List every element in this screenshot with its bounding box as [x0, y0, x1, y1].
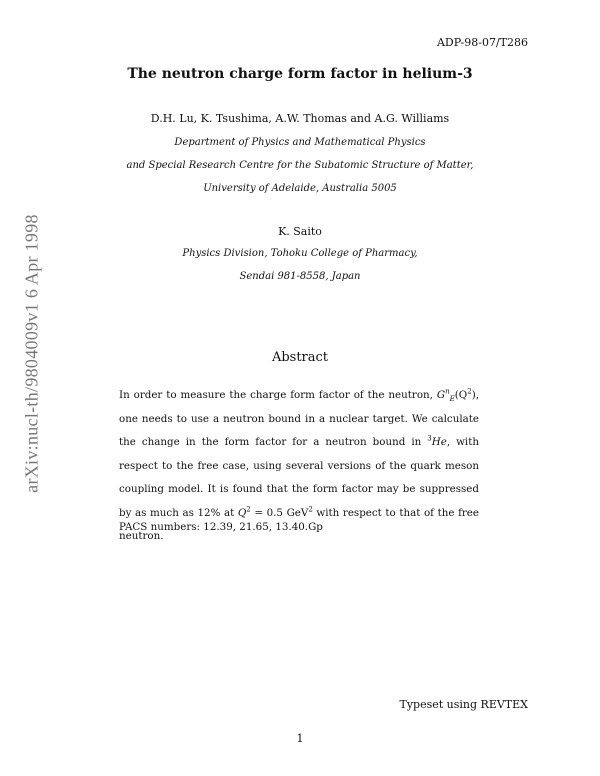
pacs-numbers: PACS numbers: 12.39, 21.65, 13.40.Gp: [119, 521, 323, 533]
report-number: ADP-98-07/T286: [436, 36, 528, 49]
page-number: 1: [296, 732, 304, 745]
arxiv-stamp: arXiv:nucl-th/9804009v1 6 Apr 1998: [21, 214, 42, 493]
paper-title: The neutron charge form factor in helium-3: [127, 66, 473, 82]
second-author: K. Saito: [278, 225, 322, 238]
affiliation-line: Physics Division, Tohoku College of Pharmacy,: [182, 248, 418, 259]
affiliation-line: Sendai 981-8558, Japan: [239, 271, 361, 282]
affiliation-line: Department of Physics and Mathematical Physics: [174, 137, 426, 148]
abstract-body: In order to measure the charge form factor of the neutron, $G^n_E(Q^2)$, one needs to use a neutron bound in a nuclear target. We calculate the change in the form factor for a neutron bound in $^3$He, with respect to the free case, using several versions of the quark meson coupling model. It is found that the form factor may be suppressed by as much as 12% at $Q^2 = 0.5$ GeV$^2$ with respect to that of the free neutron.: [119, 387, 479, 542]
abstract-heading: Abstract: [271, 350, 329, 365]
affiliation-line: University of Adelaide, Australia 5005: [203, 183, 397, 194]
author-list: D.H. Lu, K. Tsushima, A.W. Thomas and A.G. Williams: [150, 112, 450, 125]
affiliation-line: and Special Research Centre for the Subatomic Structure of Matter,: [126, 160, 474, 171]
typeset-note: Typeset using REVTEX: [399, 698, 528, 711]
